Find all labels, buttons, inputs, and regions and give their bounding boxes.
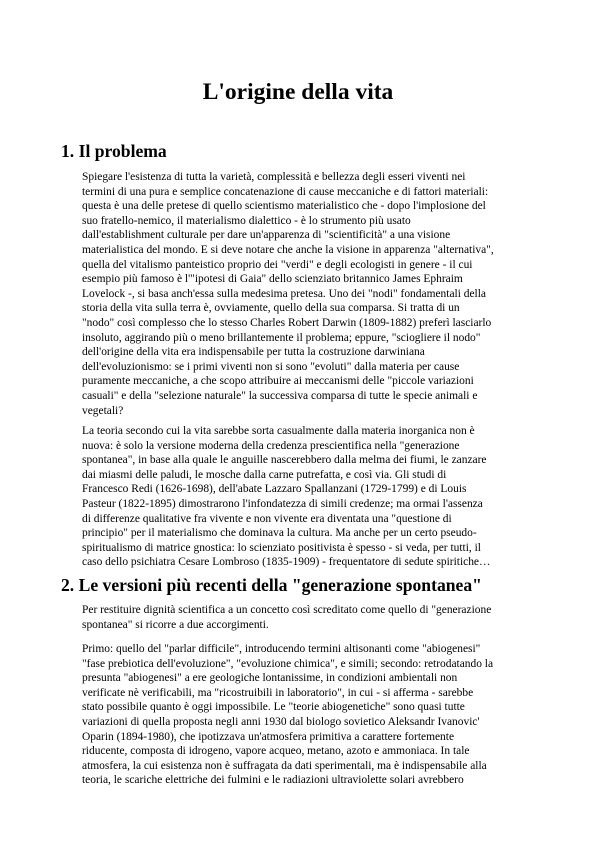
text-line: teoria, le scariche elettriche dei fulmini e le radiazioni ultraviolette solari avrebbero — [82, 774, 464, 787]
text-line: insoluto, aggirando più o meno brillantemente il problema; eppure, "sciogliere il nodo" — [82, 331, 481, 344]
text-line: Oparin (1894-1980), che ipotizzava un'atmosfera primitiva a carattere fortemente — [82, 730, 455, 743]
text-line: Lovelock -, si basa anch'essa sulla medesima pretesa. Uno dei "nodi" fondamentali della — [82, 287, 486, 300]
text-line: spontanea" si ricorre a due accorgimenti. — [82, 618, 269, 631]
text-line: atmosfera, la cui esistenza non è suffragata da dati sperimentali, ma è indispensabile alla — [82, 759, 487, 772]
text-line: Francesco Redi (1626-1698), dell'abate Lazzaro Spallanzani (1729-1799) e di Louis — [82, 483, 467, 496]
section-heading-problem: 1. Il problema — [61, 141, 167, 161]
text-line: spontanea", in base alla quale le anguille nascerebbero dalla melma dei fiumi, le zanzare — [82, 454, 487, 467]
text-line: dall'establishment culturale per dare un'apparenza di "scientificità" a una visione — [82, 229, 451, 242]
text-line: La teoria secondo cui la vita sarebbe sorta casualmente dalla materia inorganica non è — [82, 425, 475, 437]
text-line: Per restituire dignità scientifica a un concetto così screditato come quello di "generazione — [82, 604, 492, 616]
text-line: dell'origine della vita era indispensabile per tutta la costruzione darwiniana — [82, 346, 425, 359]
text-line: termini di una pura e semplice concatenazione di cause meccaniche e di fattori materiali: — [82, 185, 489, 198]
text-line: stato possibile quanto è oggi impossibile. Le "teorie abiogenetiche" sono quasi tutte — [82, 701, 465, 714]
text-line: riducente, composta di idrogeno, vapore acqueo, metano, azoto e ammoniaca. In tale — [82, 745, 470, 758]
text-line: nuova: è solo la versione moderna della credenza prescientifica nella "generazione — [82, 439, 460, 452]
text-line: Spiegare l'esistenza di tutta la varietà, complessità e bellezza degli esseri viventi nei — [82, 171, 466, 183]
text-line: dai miasmi delle paludi, le mosche dalla carne putrefatta, e così via. Gli studi di — [82, 468, 447, 481]
text-line: materialistica del mondo. E si deve notare che anche la visione in apparenza "alternativa", — [82, 243, 494, 256]
text-line: suo fratello-nemico, il materialismo dialettico - è lo strumento più usato — [82, 214, 411, 227]
text-line: principio" per il materialismo che dominava la cultura. Ma anche per un certo pseudo- — [82, 527, 477, 540]
text-line: quella del vitalismo panteistico proprio dei "verdi" e degli ecologisti in genere - il cui — [82, 258, 473, 271]
text-line: spiritualismo di matrice gnostica: lo scienziato positivista è spesso - si veda, per tutti, il — [82, 541, 481, 554]
text-line: presunta "abiogenesi" a ere geologiche lontanissime, in condizioni ambientali non — [82, 672, 458, 685]
text-line: puramente meccaniche, a che scopo attribuire ai meccanismi delle "piccole variazioni — [82, 375, 474, 388]
text-line: vegetali? — [82, 404, 124, 417]
text-line: esempio più famoso è l'"ipotesi di Gaia" dello scienziato britannico James Ephraim — [82, 273, 463, 286]
text-line: questa è una delle pretese di quello scientismo materialistico che - dopo l'implosione del — [82, 200, 486, 213]
text-line: dell'evoluzionismo: se i primi viventi non si sono "evoluti" dalla materia per cause — [82, 360, 460, 373]
text-line: storia della vita sulla terra è, ovviamente, quello della sua comparsa. Si tratta di un — [82, 302, 460, 315]
document-title: L'origine della vita — [202, 79, 394, 105]
text-line: Pasteur (1822-1895) dimostrarono l'infondatezza di simili credenze; ma ormai l'assenza — [82, 497, 483, 510]
text-line: di differenze qualitative fra vivente e non vivente era diventata una "questione di — [82, 512, 452, 525]
text-line: variazioni di quella proposta negli anni 1930 dal biologo sovietico Aleksandr Ivanovic' — [82, 715, 480, 728]
paragraph — [82, 170, 514, 418]
section-heading-spontaneous-generation: 2. Le versioni più recenti della "generazione spontanea" — [61, 575, 482, 595]
text-line: casuali" e della "selezione naturale" la successiva comparsa di tutte le specie animali e — [82, 389, 478, 402]
paragraph — [82, 424, 514, 570]
text-line: caso dello psichiatra Cesare Lombroso (1835-1909) - frequentatore di sedute spiritiche… — [82, 556, 491, 569]
text-line: "nodo" così complesso che lo stesso Charles Robert Darwin (1809-1882) preferì lasciarlo — [82, 316, 492, 329]
text-line: verificate nè verificabili, ma "ricostruibili in laboratorio", in cui - si afferma - sarebbe — [82, 686, 474, 699]
paragraph — [82, 603, 514, 632]
text-line: Primo: quello del "parlar difficile", introducendo termini altisonanti come "abiogenesi" — [82, 643, 481, 655]
paragraph — [82, 642, 514, 788]
text-line: "fase prebiotica dell'evoluzione", "evoluzione chimica", e simili; secondo: retrodatando la — [82, 657, 494, 670]
